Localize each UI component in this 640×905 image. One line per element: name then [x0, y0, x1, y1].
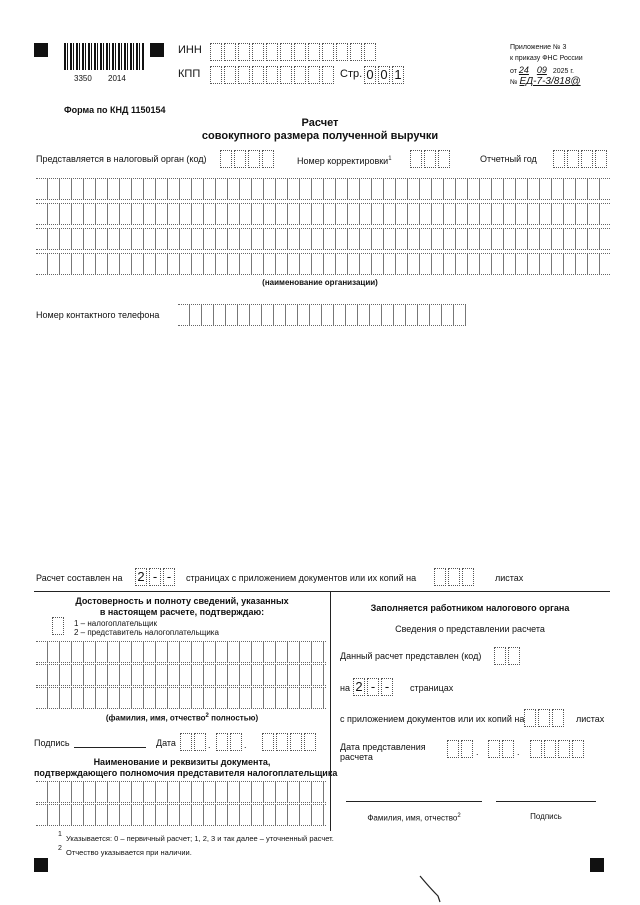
reporting-year-cells[interactable]	[553, 150, 609, 168]
tax-authority-cells[interactable]	[220, 150, 276, 168]
officer-fio-caption	[346, 811, 482, 824]
date-separator: .	[208, 740, 211, 750]
submission-day-cells[interactable]	[447, 740, 475, 758]
appendix-line1: Приложение № 3	[510, 44, 567, 51]
pages-suffix-label: страницах с приложением документов или их копий на	[186, 573, 417, 583]
pen-mark	[418, 874, 444, 904]
officer-pages-digit: -	[367, 678, 379, 696]
appendix-date-year: 2025 г.	[552, 68, 575, 75]
pages-digit: 2	[135, 568, 147, 586]
footnote-1-text: Указывается: 0 – первичный расчет; 1, 2, 3 и так далее – уточненный расчет.	[66, 834, 334, 843]
section-divider	[34, 591, 610, 592]
org-name-caption: (наименование организации)	[262, 278, 378, 287]
inn-label: ИНН	[178, 44, 202, 56]
signature-label: Подпись	[34, 738, 70, 748]
appendix-date-line	[510, 66, 574, 76]
appendix-date-day: 24	[518, 65, 529, 75]
appendix-line2: к приказу ФНС России	[510, 55, 583, 62]
compiled-on-label: Расчет составлен на	[36, 573, 123, 583]
fio-caption-start: (фамилия, имя, отчество	[105, 713, 206, 723]
pages-digit: -	[163, 568, 175, 586]
correction-number-text: Номер корректировки	[297, 156, 389, 166]
confirm-option-2: 2 – представитель налогоплательщика	[74, 628, 219, 637]
org-name-row-3[interactable]	[36, 228, 610, 250]
page-digit: 0	[378, 66, 390, 84]
correction-footnote-ref: 1	[388, 156, 392, 162]
date-month-cells[interactable]	[216, 733, 244, 751]
submitted-label: Данный расчет представлен (код)	[340, 651, 482, 661]
kpp-label: КПП	[178, 68, 201, 80]
doc-title-line2: подтверждающего полномочия представителя налогоплательщика	[34, 768, 338, 778]
officer-signature-line[interactable]	[496, 801, 596, 802]
org-name-row-4[interactable]	[36, 253, 610, 275]
doc-title-line1: Наименование и реквизиты документа,	[93, 757, 271, 767]
fio-footnote-ref: 2	[205, 713, 209, 719]
phone-label: Номер контактного телефона	[36, 310, 160, 320]
date-separator: .	[476, 747, 479, 757]
confirm-title-line2: в настоящем расчете, подтверждаю:	[99, 607, 265, 617]
fio-row-1[interactable]	[36, 641, 326, 663]
appendix-number-prefix: №	[510, 79, 518, 86]
fio-caption-end: полностью)	[211, 713, 259, 723]
submission-month-cells[interactable]	[488, 740, 516, 758]
page-label: Стр.	[340, 68, 363, 80]
phone-cells[interactable]	[178, 304, 466, 326]
doc-row-1[interactable]	[36, 781, 326, 803]
footnote-2-number: 2	[58, 845, 62, 852]
attached-sheets-cells[interactable]	[434, 568, 476, 586]
appendix-number-value: ЕД-7-3/818@	[519, 76, 581, 87]
signature-line[interactable]	[74, 747, 146, 748]
date-separator: .	[244, 740, 247, 750]
knd-label: Форма по КНД 1150154	[64, 105, 166, 115]
fio-row-2[interactable]	[36, 664, 326, 686]
officer-pages-cells[interactable]	[353, 678, 395, 696]
officer-sheets-label: листах	[576, 714, 605, 724]
officer-sheets-cells[interactable]	[524, 709, 566, 727]
appendix-date-prefix: от	[510, 68, 517, 75]
corner-marker-top-left	[34, 43, 48, 57]
pages-count-cells[interactable]	[135, 568, 177, 586]
date-year-cells[interactable]	[262, 733, 318, 751]
barcode-number-right: 2014	[108, 74, 126, 83]
confirm-option-1: 1 – налогоплательщик	[74, 619, 158, 628]
appendix-number-line	[510, 77, 581, 88]
officer-fio-footnote-ref: 2	[457, 813, 461, 819]
reporting-year-label: Отчетный год	[480, 154, 537, 164]
date-label: Дата	[156, 738, 176, 748]
pages-digit: -	[149, 568, 161, 586]
correction-number-label	[297, 154, 392, 167]
submission-subtitle: Сведения о представлении расчета	[395, 624, 545, 634]
barcode-number-left: 3350	[74, 74, 92, 83]
submission-date-label-2: расчета	[340, 752, 373, 762]
form-title-line1: Расчет	[301, 117, 339, 129]
officer-signature-caption: Подпись	[530, 812, 562, 821]
tax-officer-title: Заполняется работником налогового органа	[370, 603, 570, 613]
date-separator: .	[517, 747, 520, 757]
kpp-cells[interactable]	[210, 66, 336, 84]
confirm-title-line1: Достоверность и полноту сведений, указанных	[75, 596, 289, 606]
confirm-type-cell[interactable]	[52, 617, 66, 635]
with-docs-label: с приложением документов или их копий на	[340, 714, 525, 724]
appendix-date-month: 09	[536, 65, 547, 75]
officer-pages-digit: 2	[353, 678, 365, 696]
tax-authority-label: Представляется в налоговый орган (код)	[36, 154, 207, 164]
officer-pages-label: страницах	[410, 683, 454, 693]
on-label: на	[340, 683, 350, 693]
page-digit: 1	[392, 66, 404, 84]
sheets-label: листах	[495, 573, 524, 583]
page-number-cells[interactable]	[364, 66, 406, 84]
footnote-1-number: 1	[58, 831, 62, 838]
submission-year-cells[interactable]	[530, 740, 586, 758]
officer-pages-digit: -	[381, 678, 393, 696]
submitted-code-cells[interactable]	[494, 647, 522, 665]
doc-row-2[interactable]	[36, 804, 326, 826]
inn-cells[interactable]	[210, 43, 378, 61]
footnote-2-text: Отчество указывается при наличии.	[66, 848, 192, 857]
barcode	[64, 43, 144, 70]
officer-fio-caption-text: Фамилия, имя, отчество	[367, 813, 458, 823]
corner-marker-top-mid	[150, 43, 164, 57]
corner-marker-bottom-right	[590, 858, 604, 872]
page-digit: 0	[364, 66, 376, 84]
fio-row-3[interactable]	[36, 687, 326, 709]
form-title-line2: совокупного размера полученной выручки	[201, 130, 439, 142]
corner-marker-bottom-left	[34, 858, 48, 872]
date-day-cells[interactable]	[180, 733, 208, 751]
org-name-row-2[interactable]	[36, 203, 610, 225]
submission-date-label-1: Дата представления	[340, 742, 426, 752]
correction-number-cells[interactable]	[410, 150, 452, 168]
org-name-row-1[interactable]	[36, 178, 610, 200]
officer-fio-line[interactable]	[346, 801, 482, 802]
fio-caption	[34, 711, 330, 724]
